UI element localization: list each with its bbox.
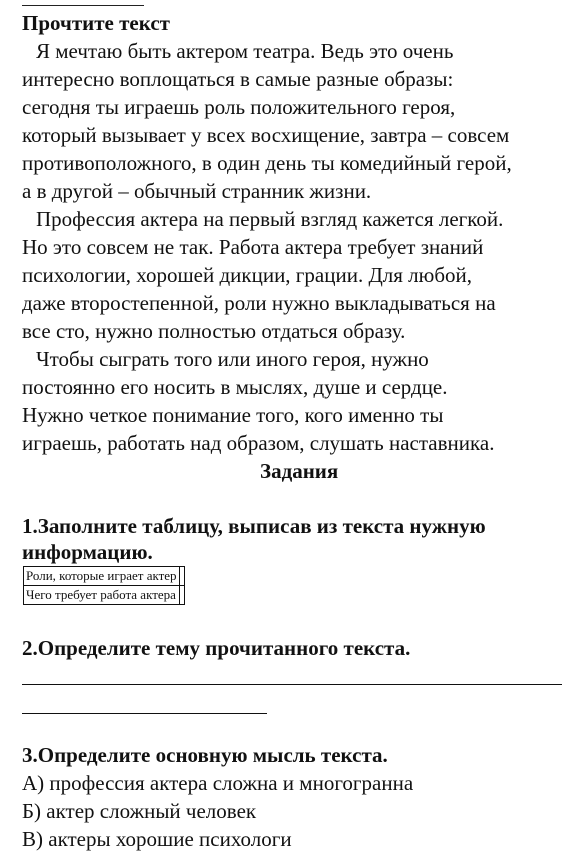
text-line: который вызывает у всех восхищение, завтра – совсем	[22, 123, 510, 147]
task3-label: 3.Определите основную мысль текста.	[22, 743, 388, 767]
text-line: Профессия актера на первый взгляд кажется легкой.	[36, 207, 504, 231]
table-cell-answer[interactable]	[179, 586, 184, 605]
table-row	[24, 567, 185, 586]
answer-line[interactable]	[22, 684, 562, 685]
text-line: интересно воплощаться в самые разные образы:	[22, 67, 454, 91]
text-line: противоположного, в один день ты комедийный герой,	[22, 151, 512, 175]
text-line: играешь, работать над образом, слушать наставника.	[22, 431, 495, 455]
table-cell-label: Роли, которые играет актер	[24, 567, 180, 586]
top-divider	[22, 5, 144, 6]
text-line: Я мечтаю быть актером театра. Ведь это очень	[36, 39, 454, 63]
task1-table	[23, 566, 185, 605]
task1-label-cont: информацию.	[22, 540, 153, 564]
tasks-heading: Задания	[260, 459, 339, 483]
text-line: Нужно четкое понимание того, кого именно ты	[22, 403, 444, 427]
text-line: сегодня ты играешь роль положительного героя,	[22, 95, 456, 119]
option-c[interactable]: В) актеры хорошие психологи	[22, 827, 292, 851]
table-row	[24, 586, 185, 605]
table-cell-answer[interactable]	[179, 567, 184, 586]
text-line: а в другой – обычный странник жизни.	[22, 179, 372, 203]
task2-label: 2.Определите тему прочитанного текста.	[22, 636, 411, 660]
text-line: Чтобы сыграть того или иного героя, нужно	[36, 347, 429, 371]
page-title: Прочтите текст	[22, 11, 170, 35]
table-cell-label: Чего требует работа актера	[24, 586, 180, 605]
text-line: Но это совсем не так. Работа актера требует знаний	[22, 235, 484, 259]
text-line: психологии, хорошей дикции, грации. Для любой,	[22, 263, 473, 287]
option-b[interactable]: Б) актер сложный человек	[22, 799, 257, 823]
text-line: даже второстепенной, роли нужно выкладываться на	[22, 291, 496, 315]
answer-line[interactable]	[22, 713, 267, 714]
text-line: постоянно его носить в мыслях, душе и сердце.	[22, 375, 448, 399]
task1-label: 1.Заполните таблицу, выписав из текста нужную	[22, 514, 486, 538]
option-a[interactable]: А) профессия актера сложна и многогранна	[22, 771, 414, 795]
text-line: все сто, нужно полностью отдаться образу.	[22, 319, 406, 343]
